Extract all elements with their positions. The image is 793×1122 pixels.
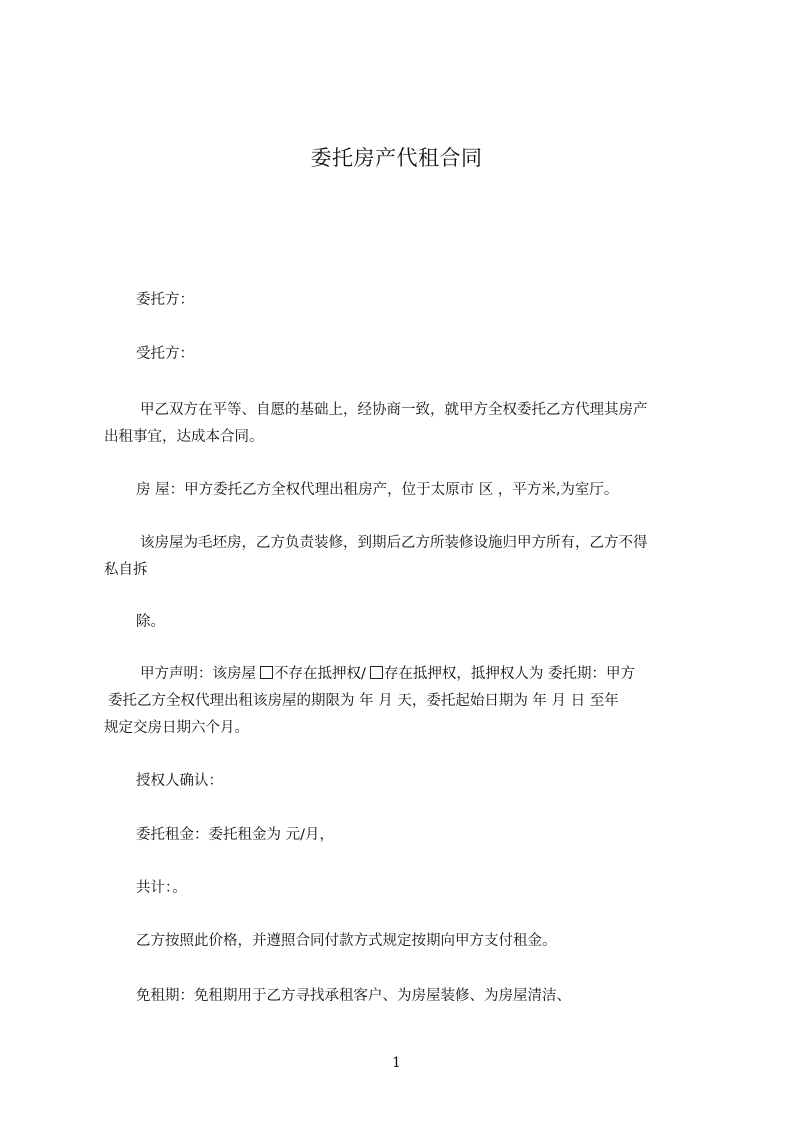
declaration-label: 甲方声明：该房屋 (140, 666, 256, 682)
page-number: 1 (392, 1055, 401, 1071)
entrustor-line: 委托方： (136, 292, 194, 308)
total-line: 共计：。 (136, 880, 187, 896)
period-line-2: 委托乙方全权代理出租该房屋的期限为 年 月 天，委托起始日期为 年 月 日 至年 (108, 693, 619, 709)
house-condition-line-2: 私自拆 (104, 562, 148, 578)
house-line: 房 屋：甲方委托乙方全权代理出租房产，位于太原市 区 ，平方米,为室厅。 (136, 482, 619, 498)
has-mortgage-checkbox[interactable] (370, 666, 383, 679)
house-condition-line-1: 该房屋为毛坯房，乙方负责装修，到期后乙方所装修设施归甲方所有，乙方不得 (140, 535, 648, 551)
intro-line-2: 出租事宜，达成本合同。 (104, 429, 264, 445)
no-mortgage-label: 不存在抵押权/ (274, 666, 366, 682)
no-mortgage-checkbox[interactable] (260, 666, 273, 679)
rent-line: 委托租金：委托租金为 元/月， (136, 827, 334, 843)
has-mortgage-label: 存在抵押权，抵押权人为 委托期：甲方 (383, 666, 635, 682)
house-condition-line-3: 除。 (136, 614, 165, 630)
authorized-confirm-line: 授权人确认： (136, 773, 223, 789)
period-line-3: 规定交房日期六个月。 (104, 720, 249, 736)
declaration-line (104, 661, 740, 688)
document-title: 委托房产代租合同 (310, 146, 483, 170)
trustee-line: 受托方： (136, 346, 194, 362)
payment-line: 乙方按照此价格，并遵照合同付款方式规定按期向甲方支付租金。 (136, 933, 557, 949)
intro-line-1: 甲乙双方在平等、自愿的基础上，经协商一致，就甲方全权委托乙方代理其房产 (140, 402, 648, 418)
free-period-line: 免租期：免租期用于乙方寻找承租客户、为房屋装修、为房屋清洁、 (136, 988, 571, 1004)
